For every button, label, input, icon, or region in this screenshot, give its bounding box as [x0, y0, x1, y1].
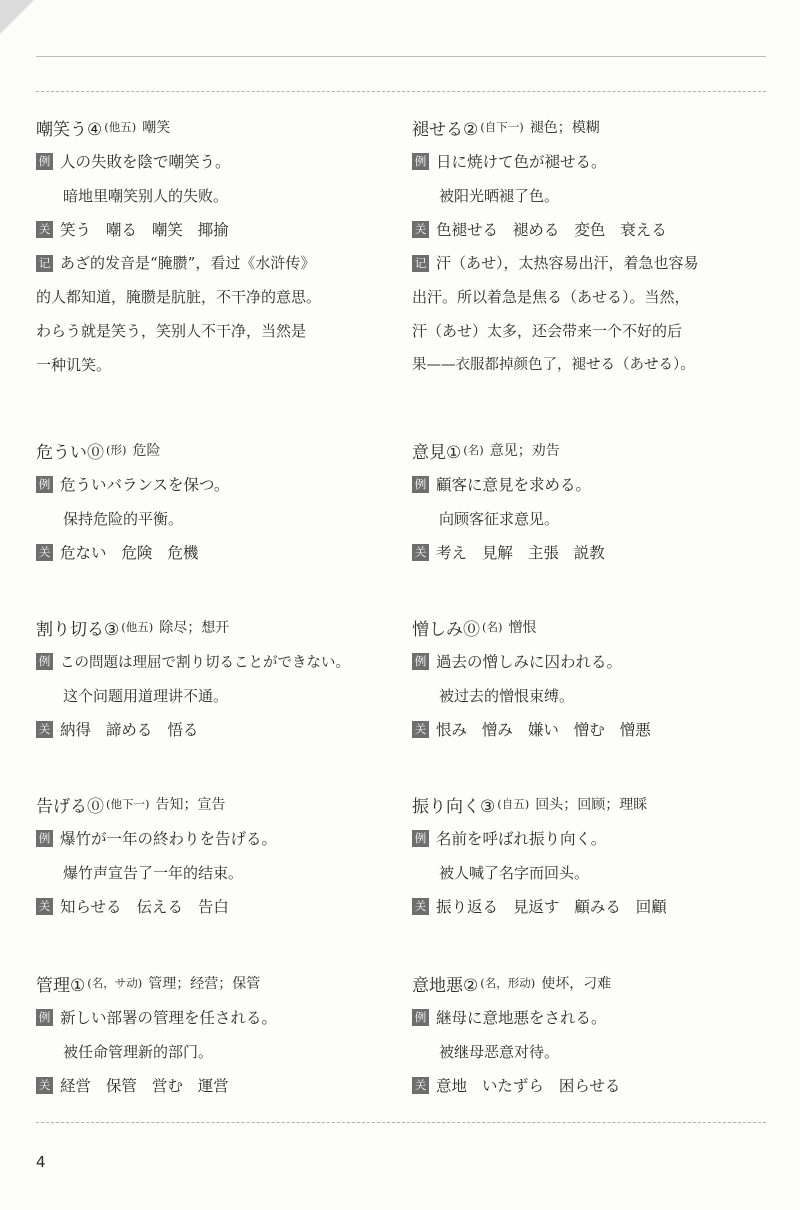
headword-line	[412, 966, 777, 1000]
translation-line: 被人喊了名字而回头。	[439, 863, 590, 882]
part-of-speech: (自下一)	[480, 120, 524, 134]
example-line	[412, 644, 777, 678]
translation-line: 被阳光晒褪了色。	[439, 186, 560, 205]
example-badge: 例	[36, 153, 53, 170]
example-line	[36, 644, 401, 678]
example-line	[36, 821, 401, 855]
part-of-speech: (形)	[106, 443, 127, 457]
part-of-speech: (名，形动)	[480, 976, 536, 990]
part-of-speech: (他五)	[104, 120, 137, 134]
related-line	[412, 889, 777, 923]
related-badge: 关	[36, 1077, 53, 1094]
translation-line: 被继母恶意对待。	[439, 1042, 560, 1061]
example-line	[36, 1000, 401, 1034]
example-sentence: 日に焼けて色が褪せる。	[436, 153, 607, 171]
related-words: 色褪せる 褪める 変色 衰える	[436, 221, 667, 239]
memo-line: 果——衣服都掉颜色了，褪せる（あせる）。	[412, 357, 695, 373]
headword-line	[36, 433, 401, 467]
definition: 管理；经营；保管	[148, 976, 261, 992]
related-words: 笑う 嘲る 嘲笑 揶揄	[60, 221, 229, 239]
definition: 除尽；想开	[159, 620, 230, 636]
related-badge: 关	[412, 544, 429, 561]
headword: 嘲笑う④	[36, 119, 103, 140]
example-badge: 例	[36, 653, 53, 670]
related-line	[412, 712, 777, 746]
related-badge: 关	[412, 221, 429, 238]
part-of-speech: (自五)	[497, 797, 530, 811]
definition: 危险	[132, 443, 161, 459]
example-sentence: 新しい部署の管理を任される。	[60, 1009, 278, 1027]
related-badge: 关	[412, 898, 429, 915]
headword: 褪せる②	[412, 119, 479, 140]
related-words: 恨み 憎み 嫌い 憎む 憎悪	[436, 721, 651, 739]
headword-line	[412, 787, 777, 821]
related-words: 危ない 危険 危機	[60, 544, 199, 562]
example-badge: 例	[412, 653, 429, 670]
related-line	[36, 212, 401, 246]
translation-line: 这个问题用道理讲不通。	[63, 686, 229, 705]
translation-line: 保持危险的平衡。	[63, 509, 184, 528]
example-badge: 例	[36, 830, 53, 847]
example-badge: 例	[36, 1009, 53, 1026]
part-of-speech: (他下一)	[106, 797, 150, 811]
definition: 回头；回顾；理睬	[535, 797, 648, 813]
headword: 意見①	[412, 442, 462, 463]
page-corner-fold	[0, 0, 34, 34]
entry-warikiru	[36, 610, 401, 746]
related-line	[36, 535, 401, 569]
memo-line: あざ的发音是“腌臜”，看过《水浒传》	[60, 254, 316, 272]
memo-line: 的人都知道，腌臜是肮脏，不干净的意思。	[36, 288, 322, 306]
example-sentence: この問題は理屈で割り切ることができない。	[60, 654, 350, 671]
entry-tsugeru	[36, 787, 401, 923]
headword-line	[36, 966, 401, 1000]
related-words: 経営 保管 営む 運営	[60, 1077, 229, 1095]
related-badge: 关	[412, 1077, 429, 1094]
related-words: 納得 諦める 悟る	[60, 721, 199, 739]
page-number: 4	[36, 1153, 46, 1171]
example-badge: 例	[412, 476, 429, 493]
example-line	[412, 1000, 777, 1034]
related-badge: 关	[36, 721, 53, 738]
example-line	[412, 467, 777, 501]
related-badge: 关	[36, 544, 53, 561]
entry-kanri	[36, 966, 401, 1102]
related-words: 意地 いたずら 困らせる	[436, 1077, 621, 1095]
entry-nikushimi	[412, 610, 777, 746]
memo-line: 一种讥笑。	[36, 356, 112, 374]
translation-line: 暗地里嘲笑别人的失败。	[63, 186, 229, 205]
headword: 管理①	[36, 975, 86, 996]
example-sentence: 人の失敗を陰で嘲笑う。	[60, 153, 231, 171]
related-line	[412, 535, 777, 569]
example-sentence: 名前を呼ばれ振り向く。	[436, 830, 607, 848]
example-badge: 例	[412, 1009, 429, 1026]
related-badge: 关	[36, 221, 53, 238]
memo-block	[36, 246, 401, 382]
part-of-speech: (名，サ动)	[87, 976, 143, 990]
translation-line: 被任命管理新的部门。	[63, 1042, 214, 1061]
example-line	[412, 821, 777, 855]
definition: 褪色；模糊	[529, 120, 600, 136]
definition: 使坏，刁难	[541, 976, 612, 992]
definition: 嘲笑	[142, 120, 171, 136]
headword: 意地悪②	[412, 975, 479, 996]
related-line	[36, 889, 401, 923]
example-line	[412, 144, 777, 178]
example-line	[36, 144, 401, 178]
headword-line	[36, 610, 401, 644]
entry-azawarau	[36, 110, 401, 382]
headword: 割り切る③	[36, 619, 120, 640]
related-line	[36, 1068, 401, 1102]
part-of-speech: (名)	[482, 620, 503, 634]
headword: 危うい⓪	[36, 442, 104, 463]
headword-line	[412, 433, 777, 467]
headword-line	[36, 110, 401, 144]
memo-badge: 记	[412, 255, 429, 272]
example-sentence: 危ういバランスを保つ。	[60, 476, 230, 494]
memo-block	[412, 246, 777, 382]
related-words: 考え 見解 主張 説教	[436, 544, 605, 562]
example-line	[36, 467, 401, 501]
entry-ayaui	[36, 433, 401, 569]
example-sentence: 継母に意地悪をされる。	[436, 1009, 607, 1027]
entry-iken	[412, 433, 777, 569]
part-of-speech: (名)	[463, 443, 484, 457]
headword-line	[36, 787, 401, 821]
memo-line: 汗（あせ），太热容易出汗，着急也容易	[436, 254, 699, 272]
related-words: 振り返る 見返す 顧みる 回顧	[436, 898, 667, 916]
headword: 告げる⓪	[36, 796, 104, 817]
headword: 憎しみ⓪	[412, 619, 480, 640]
translation-line: 被过去的憎恨束缚。	[439, 686, 575, 705]
top-rule	[36, 56, 766, 57]
entry-furimuku	[412, 787, 777, 923]
related-line	[412, 1068, 777, 1102]
example-sentence: 爆竹が一年の終わりを告げる。	[60, 830, 278, 848]
memo-line: 出汗。所以着急是焦る（あせる）。当然，	[412, 288, 690, 306]
headword: 振り向く③	[412, 796, 496, 817]
related-line	[412, 212, 777, 246]
related-words: 知らせる 伝える 告白	[60, 898, 229, 916]
related-badge: 关	[412, 721, 429, 738]
headword-line	[412, 110, 777, 144]
example-sentence: 過去の憎しみに囚われる。	[436, 653, 623, 671]
definition: 告知；宣告	[155, 797, 226, 813]
translation-line: 向顾客征求意见。	[439, 509, 560, 528]
memo-line: 汗（あせ）太多，还会带来一个不好的后	[412, 322, 683, 340]
memo-line: わらう就是笑う，笑别人不干净，当然是	[36, 322, 307, 340]
example-badge: 例	[412, 830, 429, 847]
related-line	[36, 712, 401, 746]
entry-aseru	[412, 110, 777, 382]
definition: 憎恨	[508, 620, 537, 636]
top-dashed-rule	[36, 91, 766, 92]
translation-line: 爆竹声宣告了一年的结束。	[63, 863, 244, 882]
definition: 意见；劝告	[489, 443, 560, 459]
example-badge: 例	[36, 476, 53, 493]
entry-ijiwaru	[412, 966, 777, 1102]
related-badge: 关	[36, 898, 53, 915]
part-of-speech: (他五)	[121, 620, 154, 634]
headword-line	[412, 610, 777, 644]
memo-badge: 记	[36, 255, 53, 272]
example-badge: 例	[412, 153, 429, 170]
example-sentence: 顧客に意見を求める。	[436, 476, 592, 494]
bottom-dashed-rule	[36, 1122, 766, 1123]
